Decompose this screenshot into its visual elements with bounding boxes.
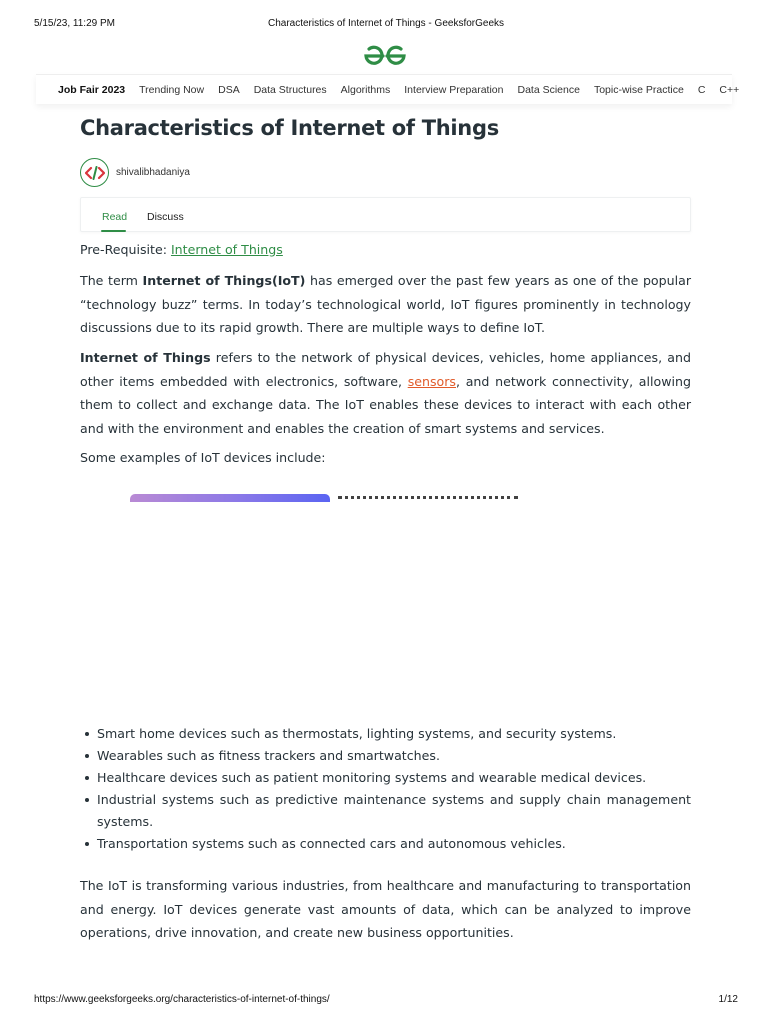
list-item: Wearables such as fitness trackers and smartwatches. <box>80 745 691 767</box>
closing-paragraph: The IoT is transforming various industries, from healthcare and manufacturing to transportation and energy. IoT devices generate vast amounts of data, which can be analyzed to improve operations, drive innovation, and create new business opportunities. <box>80 878 691 940</box>
list-item: Healthcare devices such as patient monitoring systems and wearable medical devices. <box>80 767 691 789</box>
article-header <box>80 116 691 140</box>
sensors-link[interactable]: sensors <box>407 373 456 389</box>
examples-intro: Some examples of IoT devices include: <box>80 450 326 465</box>
definition-text-start: refers to the network of physical devices, vehicles, home appliances, and other items embedded with electronics, software, <box>80 350 692 389</box>
article-tabs <box>80 197 691 232</box>
list-item: Industrial systems such as predictive maintenance systems and supply chain management systems. <box>80 789 691 833</box>
author-block[interactable] <box>80 158 190 187</box>
print-url: https://www.geeksforgeeks.org/characteristics-of-internet-of-things/ <box>34 994 330 1005</box>
examples-list <box>80 723 691 855</box>
list-item: Smart home devices such as thermostats, lighting systems, and security systems. <box>80 723 691 745</box>
nav-item-data-science[interactable]: Data Science <box>517 83 580 96</box>
author-avatar[interactable] <box>80 158 109 187</box>
blank-embed-area <box>60 502 710 722</box>
nav-item-job-fair[interactable]: Job Fair 2023 <box>58 83 126 96</box>
print-datetime: 5/15/23, 11:29 PM <box>34 18 115 29</box>
embedded-banner-text-clipped <box>338 494 538 502</box>
main-nav <box>36 74 740 104</box>
nav-item-cpp[interactable]: C++ <box>719 83 740 96</box>
definition-term: Internet of Things <box>80 350 211 365</box>
prerequisite-line <box>80 238 691 262</box>
definition-paragraph <box>80 346 691 440</box>
list-item: Transportation systems such as connected cars and autonomous vehicles. <box>80 833 691 855</box>
tab-read[interactable]: Read <box>102 211 128 223</box>
print-header <box>34 18 738 32</box>
nav-item-topic-wise-practice[interactable]: Topic-wise Practice <box>593 83 684 96</box>
active-tab-indicator <box>101 230 126 232</box>
embedded-banner-edge <box>130 494 330 502</box>
article-title: Characteristics of Internet of Things <box>80 116 499 140</box>
nav-item-interview-preparation[interactable]: Interview Preparation <box>404 83 504 96</box>
print-page-number: 1/12 <box>718 994 738 1005</box>
prerequisite-link[interactable]: Internet of Things <box>170 242 283 257</box>
tab-discuss[interactable]: Discuss <box>147 211 184 223</box>
nav-item-dsa[interactable]: DSA <box>218 83 240 96</box>
nav-item-algorithms[interactable]: Algorithms <box>340 83 391 96</box>
geeksforgeeks-logo-icon[interactable] <box>362 44 408 68</box>
intro-text-end: has emerged over the past few years as one of the popular “technology buzz” terms. In today’s technological world, IoT figures prominently in technology discussions due to its rapid growth. There are multiple ways to define IoT. <box>80 273 692 335</box>
definition-text-end: , and network connectivity, allowing them to collect and exchange data. The IoT enables these devices to interact with each other and with the environment and enables the creation of smart systems and services. <box>80 373 691 436</box>
nav-item-trending-now[interactable]: Trending Now <box>139 83 205 96</box>
intro-paragraph <box>80 269 691 340</box>
intro-text-start: The term <box>80 273 143 288</box>
nav-item-data-structures[interactable]: Data Structures <box>253 83 327 96</box>
author-name[interactable]: shivalibhadaniya <box>116 167 190 178</box>
prerequisite-label: Pre-Requisite: <box>80 242 171 257</box>
print-doc-title: Characteristics of Internet of Things - GeeksforGeeks <box>267 18 505 29</box>
nav-item-c[interactable]: C <box>697 83 706 96</box>
code-avatar-icon <box>85 166 105 180</box>
intro-term: Internet of Things(IoT) <box>142 273 306 288</box>
